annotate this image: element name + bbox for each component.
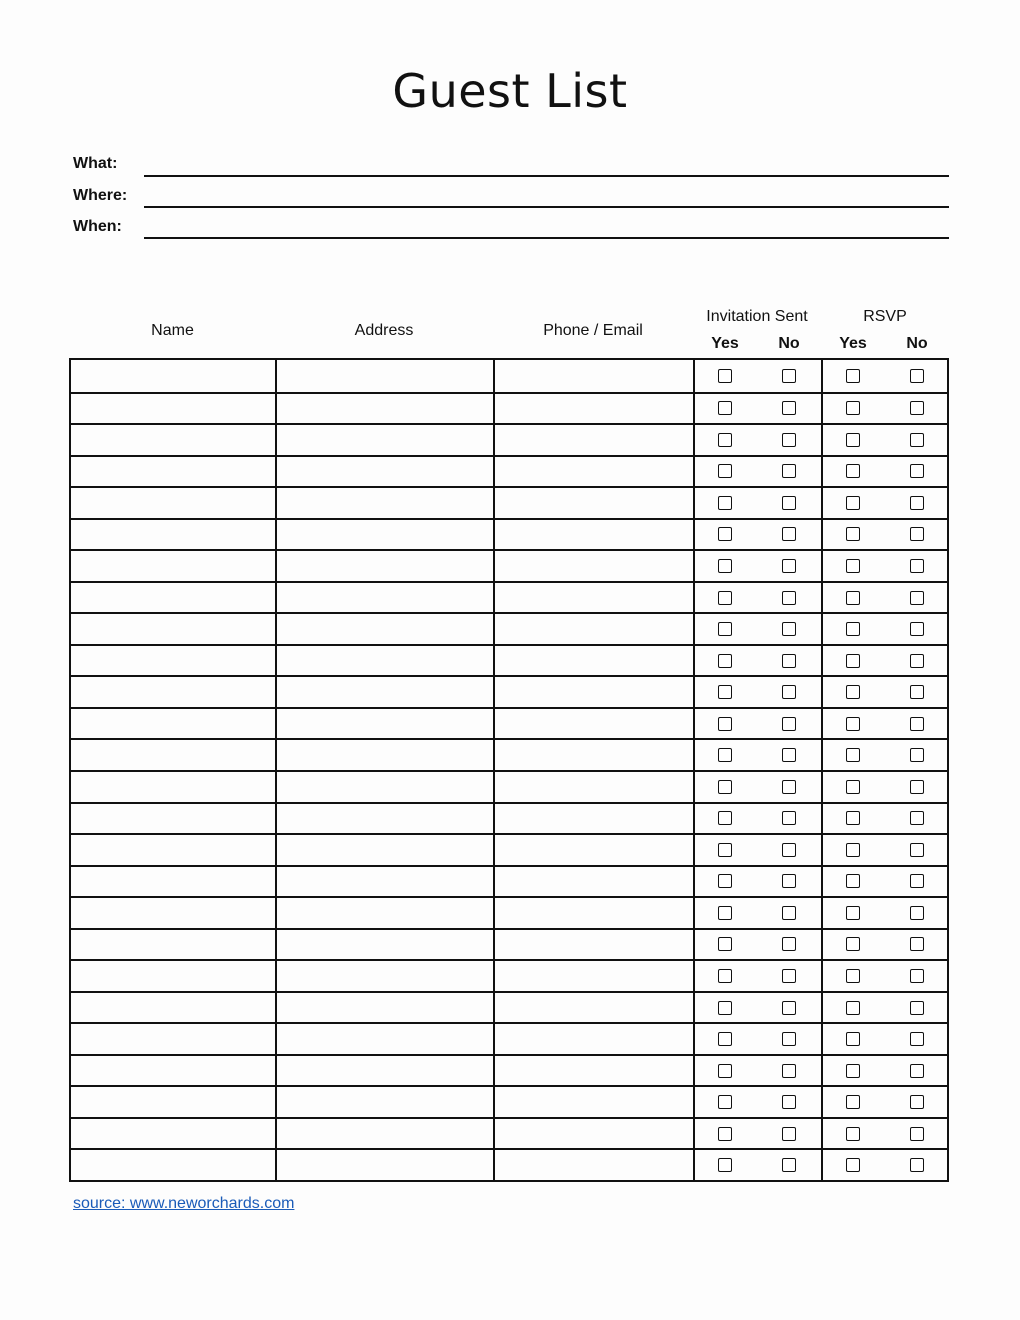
- invitation-no-checkbox[interactable]: [782, 843, 796, 857]
- phone-email-cell[interactable]: [495, 1056, 693, 1086]
- table-row: [71, 644, 947, 676]
- rsvp-no-checkbox[interactable]: [910, 591, 924, 605]
- table-row: [71, 896, 947, 928]
- rsvp-yes-checkbox[interactable]: [846, 622, 860, 636]
- name-cell[interactable]: [71, 394, 275, 424]
- address-cell[interactable]: [277, 804, 493, 834]
- phone-email-cell[interactable]: [495, 457, 693, 487]
- address-cell[interactable]: [277, 835, 493, 865]
- rsvp-no-checkbox[interactable]: [910, 1001, 924, 1015]
- invitation-yes-checkbox[interactable]: [718, 1064, 732, 1078]
- name-cell[interactable]: [71, 1024, 275, 1054]
- header-address: Address: [354, 322, 414, 339]
- rsvp-no-checkbox[interactable]: [910, 369, 924, 383]
- address-cell[interactable]: [277, 488, 493, 518]
- phone-email-cell[interactable]: [495, 930, 693, 960]
- rsvp-no-checkbox[interactable]: [910, 559, 924, 573]
- name-cell[interactable]: [71, 583, 275, 613]
- invitation-yes-checkbox[interactable]: [718, 654, 732, 668]
- invitation-no-checkbox[interactable]: [782, 937, 796, 951]
- rsvp-no-checkbox[interactable]: [910, 1095, 924, 1109]
- rsvp-yes-checkbox[interactable]: [846, 654, 860, 668]
- phone-email-cell[interactable]: [495, 646, 693, 676]
- invitation-no-checkbox[interactable]: [782, 1158, 796, 1172]
- rsvp-no-checkbox[interactable]: [910, 969, 924, 983]
- name-cell[interactable]: [71, 677, 275, 707]
- address-cell[interactable]: [277, 425, 493, 455]
- name-cell[interactable]: [71, 772, 275, 802]
- invitation-no-checkbox[interactable]: [782, 591, 796, 605]
- name-cell[interactable]: [71, 520, 275, 550]
- rsvp-yes-checkbox[interactable]: [846, 748, 860, 762]
- rsvp-no-checkbox[interactable]: [910, 496, 924, 510]
- address-cell[interactable]: [277, 394, 493, 424]
- phone-email-cell[interactable]: [495, 1087, 693, 1117]
- invitation-no-checkbox[interactable]: [782, 559, 796, 573]
- header-rsvp: RSVP: [863, 308, 907, 325]
- rsvp-yes-checkbox[interactable]: [846, 969, 860, 983]
- rsvp-no-checkbox[interactable]: [910, 717, 924, 731]
- what-label: What:: [73, 155, 118, 172]
- rsvp-yes-checkbox[interactable]: [846, 1158, 860, 1172]
- rsvp-no-checkbox[interactable]: [910, 937, 924, 951]
- invitation-yes-checkbox[interactable]: [718, 811, 732, 825]
- invitation-no-checkbox[interactable]: [782, 622, 796, 636]
- name-cell[interactable]: [71, 709, 275, 739]
- invitation-no-checkbox[interactable]: [782, 1032, 796, 1046]
- invitation-yes-checkbox[interactable]: [718, 527, 732, 541]
- name-cell[interactable]: [71, 804, 275, 834]
- name-cell[interactable]: [71, 1150, 275, 1180]
- phone-email-cell[interactable]: [495, 425, 693, 455]
- table-row: [71, 675, 947, 707]
- address-cell[interactable]: [277, 1087, 493, 1117]
- rsvp-yes-checkbox[interactable]: [846, 780, 860, 794]
- phone-email-cell[interactable]: [495, 772, 693, 802]
- table-row: [71, 928, 947, 960]
- header-invitation-no: No: [778, 335, 800, 352]
- rsvp-yes-checkbox[interactable]: [846, 369, 860, 383]
- table-row: [71, 518, 947, 550]
- invitation-no-checkbox[interactable]: [782, 464, 796, 478]
- phone-email-cell[interactable]: [495, 583, 693, 613]
- rsvp-yes-checkbox[interactable]: [846, 717, 860, 731]
- name-cell[interactable]: [71, 646, 275, 676]
- phone-email-cell[interactable]: [495, 1150, 693, 1180]
- invitation-no-checkbox[interactable]: [782, 780, 796, 794]
- table-row: [71, 770, 947, 802]
- phone-email-cell[interactable]: [495, 520, 693, 550]
- name-cell[interactable]: [71, 835, 275, 865]
- name-cell[interactable]: [71, 1087, 275, 1117]
- table-row: [71, 1148, 947, 1180]
- invitation-yes-checkbox[interactable]: [718, 1158, 732, 1172]
- invitation-no-checkbox[interactable]: [782, 906, 796, 920]
- rsvp-yes-checkbox[interactable]: [846, 464, 860, 478]
- address-cell[interactable]: [277, 1150, 493, 1180]
- phone-email-cell[interactable]: [495, 835, 693, 865]
- name-cell[interactable]: [71, 993, 275, 1023]
- name-cell[interactable]: [71, 457, 275, 487]
- rsvp-no-checkbox[interactable]: [910, 811, 924, 825]
- address-cell[interactable]: [277, 867, 493, 897]
- table-row: [71, 707, 947, 739]
- rsvp-yes-checkbox[interactable]: [846, 906, 860, 920]
- rsvp-no-checkbox[interactable]: [910, 748, 924, 762]
- table-row: [71, 1022, 947, 1054]
- address-cell[interactable]: [277, 646, 493, 676]
- invitation-yes-checkbox[interactable]: [718, 843, 732, 857]
- phone-email-cell[interactable]: [495, 551, 693, 581]
- source-link[interactable]: source: www.neworchards.com: [73, 1195, 295, 1212]
- address-cell[interactable]: [277, 961, 493, 991]
- invitation-yes-checkbox[interactable]: [718, 464, 732, 478]
- invitation-yes-checkbox[interactable]: [718, 748, 732, 762]
- rsvp-yes-checkbox[interactable]: [846, 1032, 860, 1046]
- table-row: [71, 423, 947, 455]
- address-cell[interactable]: [277, 1119, 493, 1149]
- rsvp-yes-checkbox[interactable]: [846, 937, 860, 951]
- address-cell[interactable]: [277, 740, 493, 770]
- when-field[interactable]: [144, 237, 949, 239]
- when-label: When:: [73, 218, 122, 235]
- header-invitation-sent: Invitation Sent: [706, 308, 808, 325]
- invitation-yes-checkbox[interactable]: [718, 559, 732, 573]
- invitation-no-checkbox[interactable]: [782, 969, 796, 983]
- phone-email-cell[interactable]: [495, 898, 693, 928]
- rsvp-yes-checkbox[interactable]: [846, 685, 860, 699]
- table-row: [71, 549, 947, 581]
- phone-email-cell[interactable]: [495, 677, 693, 707]
- rsvp-yes-checkbox[interactable]: [846, 843, 860, 857]
- invitation-no-checkbox[interactable]: [782, 401, 796, 415]
- rsvp-no-checkbox[interactable]: [910, 622, 924, 636]
- rsvp-no-checkbox[interactable]: [910, 464, 924, 478]
- header-rsvp-no: No: [906, 335, 928, 352]
- invitation-yes-checkbox[interactable]: [718, 937, 732, 951]
- address-cell[interactable]: [277, 930, 493, 960]
- name-cell[interactable]: [71, 1119, 275, 1149]
- name-cell[interactable]: [71, 898, 275, 928]
- rsvp-yes-checkbox[interactable]: [846, 1127, 860, 1141]
- table-row: [71, 360, 947, 392]
- rsvp-yes-checkbox[interactable]: [846, 874, 860, 888]
- name-cell[interactable]: [71, 614, 275, 644]
- address-cell[interactable]: [277, 1056, 493, 1086]
- invitation-yes-checkbox[interactable]: [718, 1032, 732, 1046]
- guest-table: [69, 358, 949, 1182]
- name-cell[interactable]: [71, 360, 275, 392]
- name-cell[interactable]: [71, 867, 275, 897]
- table-row: [71, 455, 947, 487]
- invitation-no-checkbox[interactable]: [782, 654, 796, 668]
- phone-email-cell[interactable]: [495, 804, 693, 834]
- invitation-no-checkbox[interactable]: [782, 527, 796, 541]
- invitation-no-checkbox[interactable]: [782, 748, 796, 762]
- table-row: [71, 612, 947, 644]
- address-cell[interactable]: [277, 520, 493, 550]
- name-cell[interactable]: [71, 1056, 275, 1086]
- table-row: [71, 392, 947, 424]
- rsvp-yes-checkbox[interactable]: [846, 1064, 860, 1078]
- address-cell[interactable]: [277, 898, 493, 928]
- name-cell[interactable]: [71, 740, 275, 770]
- address-cell[interactable]: [277, 677, 493, 707]
- invitation-no-checkbox[interactable]: [782, 811, 796, 825]
- invitation-yes-checkbox[interactable]: [718, 874, 732, 888]
- rsvp-yes-checkbox[interactable]: [846, 591, 860, 605]
- invitation-no-checkbox[interactable]: [782, 874, 796, 888]
- name-cell[interactable]: [71, 961, 275, 991]
- header-rsvp-yes: Yes: [839, 335, 867, 352]
- table-row: [71, 833, 947, 865]
- invitation-yes-checkbox[interactable]: [718, 496, 732, 510]
- header-name: Name: [151, 322, 194, 339]
- address-cell[interactable]: [277, 583, 493, 613]
- table-row: [71, 991, 947, 1023]
- name-cell[interactable]: [71, 551, 275, 581]
- address-cell[interactable]: [277, 614, 493, 644]
- invitation-yes-checkbox[interactable]: [718, 1127, 732, 1141]
- where-field[interactable]: [144, 206, 949, 208]
- table-row: [71, 1054, 947, 1086]
- name-cell[interactable]: [71, 930, 275, 960]
- invitation-no-checkbox[interactable]: [782, 685, 796, 699]
- invitation-yes-checkbox[interactable]: [718, 780, 732, 794]
- invitation-yes-checkbox[interactable]: [718, 1095, 732, 1109]
- where-label: Where:: [73, 187, 128, 204]
- phone-email-cell[interactable]: [495, 709, 693, 739]
- address-cell[interactable]: [277, 709, 493, 739]
- rsvp-no-checkbox[interactable]: [910, 843, 924, 857]
- invitation-no-checkbox[interactable]: [782, 433, 796, 447]
- address-cell[interactable]: [277, 551, 493, 581]
- invitation-no-checkbox[interactable]: [782, 496, 796, 510]
- table-row: [71, 959, 947, 991]
- rsvp-yes-checkbox[interactable]: [846, 811, 860, 825]
- table-row: [71, 1085, 947, 1117]
- invitation-yes-checkbox[interactable]: [718, 622, 732, 636]
- table-row: [71, 581, 947, 613]
- table-row: [71, 486, 947, 518]
- rsvp-no-checkbox[interactable]: [910, 685, 924, 699]
- phone-email-cell[interactable]: [495, 488, 693, 518]
- rsvp-yes-checkbox[interactable]: [846, 1095, 860, 1109]
- invitation-yes-checkbox[interactable]: [718, 433, 732, 447]
- rsvp-no-checkbox[interactable]: [910, 1158, 924, 1172]
- invitation-yes-checkbox[interactable]: [718, 369, 732, 383]
- phone-email-cell[interactable]: [495, 614, 693, 644]
- invitation-yes-checkbox[interactable]: [718, 401, 732, 415]
- invitation-yes-checkbox[interactable]: [718, 1001, 732, 1015]
- invitation-yes-checkbox[interactable]: [718, 969, 732, 983]
- table-row: [71, 802, 947, 834]
- invitation-no-checkbox[interactable]: [782, 717, 796, 731]
- invitation-no-checkbox[interactable]: [782, 369, 796, 383]
- address-cell[interactable]: [277, 993, 493, 1023]
- rsvp-no-checkbox[interactable]: [910, 1127, 924, 1141]
- rsvp-no-checkbox[interactable]: [910, 433, 924, 447]
- rsvp-yes-checkbox[interactable]: [846, 1001, 860, 1015]
- invitation-yes-checkbox[interactable]: [718, 591, 732, 605]
- rsvp-no-checkbox[interactable]: [910, 874, 924, 888]
- phone-email-cell[interactable]: [495, 867, 693, 897]
- invitation-no-checkbox[interactable]: [782, 1001, 796, 1015]
- rsvp-yes-checkbox[interactable]: [846, 496, 860, 510]
- name-cell[interactable]: [71, 425, 275, 455]
- table-row: [71, 1117, 947, 1149]
- address-cell[interactable]: [277, 360, 493, 392]
- header-phone-email: Phone / Email: [543, 322, 643, 339]
- rsvp-no-checkbox[interactable]: [910, 780, 924, 794]
- invitation-yes-checkbox[interactable]: [718, 685, 732, 699]
- phone-email-cell[interactable]: [495, 993, 693, 1023]
- phone-email-cell[interactable]: [495, 740, 693, 770]
- rsvp-no-checkbox[interactable]: [910, 1064, 924, 1078]
- address-cell[interactable]: [277, 772, 493, 802]
- invitation-no-checkbox[interactable]: [782, 1064, 796, 1078]
- name-cell[interactable]: [71, 488, 275, 518]
- rsvp-no-checkbox[interactable]: [910, 1032, 924, 1046]
- header-invitation-yes: Yes: [711, 335, 739, 352]
- phone-email-cell[interactable]: [495, 1024, 693, 1054]
- table-row: [71, 865, 947, 897]
- rsvp-yes-checkbox[interactable]: [846, 559, 860, 573]
- invitation-no-checkbox[interactable]: [782, 1095, 796, 1109]
- rsvp-yes-checkbox[interactable]: [846, 527, 860, 541]
- invitation-yes-checkbox[interactable]: [718, 717, 732, 731]
- address-cell[interactable]: [277, 457, 493, 487]
- page-title: Guest List: [392, 64, 628, 118]
- rsvp-no-checkbox[interactable]: [910, 401, 924, 415]
- table-row: [71, 738, 947, 770]
- invitation-yes-checkbox[interactable]: [718, 906, 732, 920]
- rsvp-no-checkbox[interactable]: [910, 654, 924, 668]
- rsvp-yes-checkbox[interactable]: [846, 433, 860, 447]
- phone-email-cell[interactable]: [495, 360, 693, 392]
- invitation-no-checkbox[interactable]: [782, 1127, 796, 1141]
- address-cell[interactable]: [277, 1024, 493, 1054]
- phone-email-cell[interactable]: [495, 961, 693, 991]
- phone-email-cell[interactable]: [495, 394, 693, 424]
- what-field[interactable]: [144, 175, 949, 177]
- phone-email-cell[interactable]: [495, 1119, 693, 1149]
- rsvp-no-checkbox[interactable]: [910, 906, 924, 920]
- rsvp-no-checkbox[interactable]: [910, 527, 924, 541]
- rsvp-yes-checkbox[interactable]: [846, 401, 860, 415]
